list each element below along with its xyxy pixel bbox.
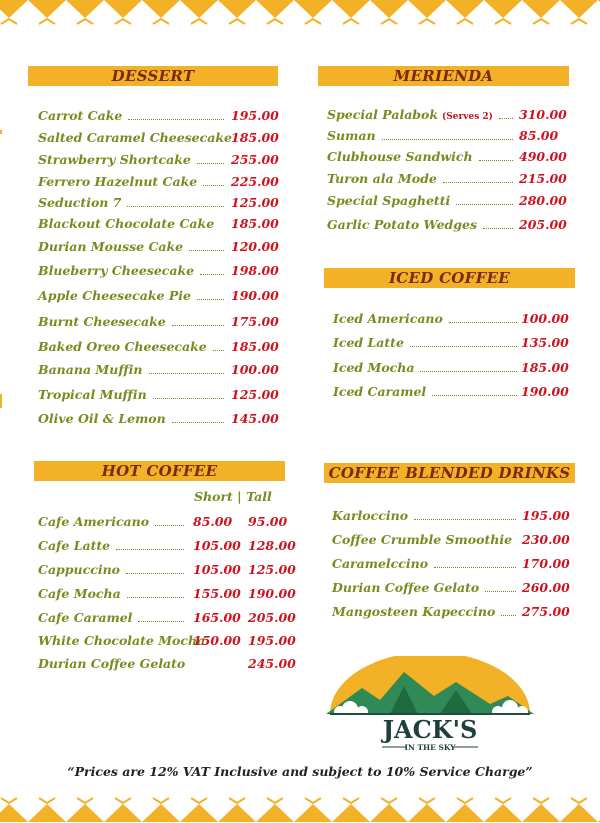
dot-leader <box>479 160 513 161</box>
item-name-text: Durian Mousse Cake <box>38 239 184 254</box>
item-price: 190.00 <box>231 288 279 303</box>
menu-item <box>38 216 278 234</box>
price-short: 85.00 <box>193 514 233 529</box>
dot-leader <box>200 274 224 275</box>
hot-coffee-header: HOT COFFEE <box>34 461 285 481</box>
item-name <box>327 171 437 186</box>
item-price: 195.00 <box>231 108 279 123</box>
item-name-text: Blackout Chocolate Cake <box>38 216 215 231</box>
jacks-logo <box>322 656 538 756</box>
item-name-text: Garlic Potato Wedges <box>327 217 477 232</box>
menu-item <box>38 562 298 580</box>
item-price: 205.00 <box>519 217 567 232</box>
item-price: 195.00 <box>522 508 570 523</box>
menu-item <box>38 586 298 604</box>
left-edge-mark <box>0 130 2 134</box>
item-name-text: Iced Latte <box>333 335 404 350</box>
item-name-text: Burnt Cheesecake <box>38 314 166 329</box>
menu-item <box>332 604 572 622</box>
menu-item <box>327 217 567 235</box>
item-price: 185.00 <box>231 339 279 354</box>
dot-leader <box>197 299 224 300</box>
item-name <box>38 130 232 145</box>
dot-leader <box>127 597 184 598</box>
item-name <box>38 633 205 648</box>
price-tall: 125.00 <box>248 562 296 577</box>
item-price: 225.00 <box>231 174 279 189</box>
item-name-text: Special Spaghetti <box>327 193 451 208</box>
item-name <box>38 411 166 426</box>
item-name <box>38 314 166 329</box>
menu-item <box>327 107 567 125</box>
item-price: 275.00 <box>522 604 570 619</box>
item-name-text: Cappuccino <box>38 562 121 577</box>
item-name-text: Cafe Latte <box>38 538 111 553</box>
item-name-text: Cafe Caramel <box>38 610 133 625</box>
item-name <box>333 335 404 350</box>
menu-item <box>38 263 278 281</box>
item-name <box>38 216 214 231</box>
menu-item <box>38 339 278 357</box>
dot-leader <box>155 525 184 526</box>
item-name <box>38 152 191 167</box>
dot-leader <box>483 228 513 229</box>
top-decorative-band <box>0 0 600 26</box>
price-tall: 190.00 <box>248 586 296 601</box>
item-price: 185.00 <box>521 360 569 375</box>
item-name-text: Baked Oreo Cheesecake <box>38 339 207 354</box>
merienda-header: MERIENDA <box>318 66 569 86</box>
dot-leader <box>414 519 516 520</box>
dot-leader <box>172 422 224 423</box>
price-short: 155.00 <box>193 586 241 601</box>
dot-leader <box>172 325 224 326</box>
item-name-text: Strawberry Shortcake <box>38 152 191 167</box>
dot-leader <box>410 346 517 347</box>
menu-item <box>38 152 278 170</box>
dot-leader <box>499 118 513 119</box>
item-name-text: Caramelccino <box>332 556 429 571</box>
item-price: 230.00 <box>522 532 570 547</box>
dot-leader <box>449 322 517 323</box>
item-name-text: Seduction 7 <box>38 195 122 210</box>
bottom-decorative-band <box>0 796 600 822</box>
dot-leader <box>127 206 224 207</box>
item-name-text: Apple Cheesecake Pie <box>38 288 191 303</box>
dot-leader <box>153 398 224 399</box>
menu-item <box>38 314 278 332</box>
menu-item <box>38 108 278 126</box>
price-short: 165.00 <box>193 610 241 625</box>
dot-leader <box>126 573 184 574</box>
item-price: 125.00 <box>231 195 279 210</box>
item-name-text: Karloccino <box>332 508 409 523</box>
dot-leader <box>443 182 513 183</box>
item-name <box>327 107 493 122</box>
item-name <box>38 108 122 123</box>
item-name-text: Durian Coffee Gelato <box>38 656 186 671</box>
footer-note: “Prices are 12% VAT Inclusive and subject to 10% Service Charge” <box>67 764 533 779</box>
menu-item <box>333 311 573 329</box>
item-name <box>38 288 191 303</box>
item-name <box>38 562 120 577</box>
item-name <box>38 195 121 210</box>
dessert-header: DESSERT <box>28 66 278 86</box>
item-name-text: Ferrero Hazelnut Cake <box>38 174 198 189</box>
size-header: Short | Tall <box>194 489 272 504</box>
item-price: 490.00 <box>519 149 567 164</box>
item-name <box>332 508 408 523</box>
item-name-text: Tropical Muffin <box>38 387 147 402</box>
menu-item <box>38 411 278 429</box>
item-name-text: Special Palabok <box>327 107 439 122</box>
price-tall: 95.00 <box>248 514 288 529</box>
item-name <box>327 128 376 143</box>
item-name <box>38 339 207 354</box>
price-short: 105.00 <box>193 562 241 577</box>
item-name <box>38 263 194 278</box>
dot-leader <box>203 185 224 186</box>
price-tall: 245.00 <box>248 656 296 671</box>
item-price: 198.00 <box>231 263 279 278</box>
item-name <box>332 532 512 547</box>
item-name-text: Olive Oil & Lemon <box>38 411 166 426</box>
item-name-text: Coffee Crumble Smoothie <box>332 532 513 547</box>
item-name <box>333 384 426 399</box>
menu-item <box>38 610 298 628</box>
item-name <box>38 387 147 402</box>
menu-item <box>332 532 572 550</box>
item-name <box>38 174 197 189</box>
price-tall: 205.00 <box>248 610 296 625</box>
item-price: 215.00 <box>519 171 567 186</box>
dot-leader <box>432 395 517 396</box>
menu-item <box>38 130 278 148</box>
dot-leader <box>138 621 184 622</box>
item-price: 125.00 <box>231 387 279 402</box>
item-name <box>327 217 477 232</box>
item-price: 175.00 <box>231 314 279 329</box>
price-short: 105.00 <box>193 538 241 553</box>
item-name <box>327 193 450 208</box>
logo-wordmark: JACK'S <box>382 715 478 744</box>
menu-item <box>333 384 573 402</box>
item-price: 280.00 <box>519 193 567 208</box>
item-name-text: Carrot Cake <box>38 108 123 123</box>
menu-item <box>38 195 278 213</box>
item-price: 100.00 <box>231 362 279 377</box>
item-name-text: Iced Americano <box>333 311 443 326</box>
item-name <box>38 514 149 529</box>
item-price: 310.00 <box>519 107 567 122</box>
menu-item <box>38 362 278 380</box>
menu-item <box>38 656 298 674</box>
dot-leader <box>420 371 517 372</box>
menu-item <box>333 335 573 353</box>
menu-item <box>333 360 573 378</box>
menu-item <box>38 633 298 651</box>
menu-item <box>327 149 567 167</box>
price-short: 150.00 <box>193 633 241 648</box>
dot-leader <box>501 615 516 616</box>
mountain-logo-icon <box>322 656 538 756</box>
coffee-blended-drinks-header: COFFEE BLENDED DRINKS <box>324 463 575 483</box>
item-name <box>332 556 428 571</box>
menu-item <box>327 128 567 146</box>
iced-coffee-header: ICED COFFEE <box>324 268 575 288</box>
item-name-text: Cafe Americano <box>38 514 150 529</box>
item-price: 255.00 <box>231 152 279 167</box>
item-name <box>38 362 143 377</box>
item-name-text: Blueberry Cheesecake <box>38 263 195 278</box>
item-name <box>332 604 495 619</box>
item-note: (Serves 2) <box>442 112 493 122</box>
dot-leader <box>189 250 224 251</box>
dot-leader <box>149 373 224 374</box>
item-name-text: Durian Coffee Gelato <box>332 580 480 595</box>
item-price: 185.00 <box>231 216 279 231</box>
item-name <box>333 311 443 326</box>
menu-item <box>38 514 298 532</box>
dot-leader <box>485 591 516 592</box>
item-name <box>332 580 479 595</box>
item-name-text: Cafe Mocha <box>38 586 121 601</box>
item-name <box>38 586 121 601</box>
menu-item <box>332 580 572 598</box>
menu-item <box>38 174 278 192</box>
item-price: 100.00 <box>521 311 569 326</box>
item-price: 190.00 <box>521 384 569 399</box>
item-name-text: Iced Caramel <box>333 384 427 399</box>
menu-item <box>332 508 572 526</box>
item-name-text: Suman <box>327 128 376 143</box>
item-price: 185.00 <box>231 130 279 145</box>
item-name <box>327 149 473 164</box>
item-name-text: Clubhouse Sandwich <box>327 149 473 164</box>
dot-leader <box>116 549 184 550</box>
dot-leader <box>128 119 224 120</box>
menu-item <box>327 171 567 189</box>
item-name <box>38 610 132 625</box>
menu-item <box>38 387 278 405</box>
item-name <box>38 239 183 254</box>
dot-leader <box>434 567 516 568</box>
item-name-text: Salted Caramel Cheesecake <box>38 130 232 145</box>
item-price: 85.00 <box>519 128 559 143</box>
dot-leader <box>197 163 224 164</box>
item-name-text: White Chocolate Mocha <box>38 633 206 648</box>
item-price: 260.00 <box>522 580 570 595</box>
item-price: 135.00 <box>521 335 569 350</box>
item-name <box>333 360 414 375</box>
item-price: 145.00 <box>231 411 279 426</box>
item-name <box>38 656 185 671</box>
logo-tagline: IN THE SKY <box>404 743 456 752</box>
item-name-text: Banana Muffin <box>38 362 143 377</box>
menu-item <box>38 288 278 306</box>
item-name <box>38 538 110 553</box>
dot-leader <box>382 139 513 140</box>
price-tall: 195.00 <box>248 633 296 648</box>
price-tall: 128.00 <box>248 538 296 553</box>
dot-leader <box>213 350 224 351</box>
menu-item <box>38 538 298 556</box>
menu-item <box>332 556 572 574</box>
item-price: 120.00 <box>231 239 279 254</box>
dot-leader <box>456 204 513 205</box>
item-name-text: Turon ala Mode <box>327 171 437 186</box>
item-name-text: Mangosteen Kapeccino <box>332 604 496 619</box>
item-name-text: Iced Mocha <box>333 360 415 375</box>
item-price: 170.00 <box>522 556 570 571</box>
menu-item <box>38 239 278 257</box>
left-edge-mark <box>0 394 2 408</box>
menu-item <box>327 193 567 211</box>
